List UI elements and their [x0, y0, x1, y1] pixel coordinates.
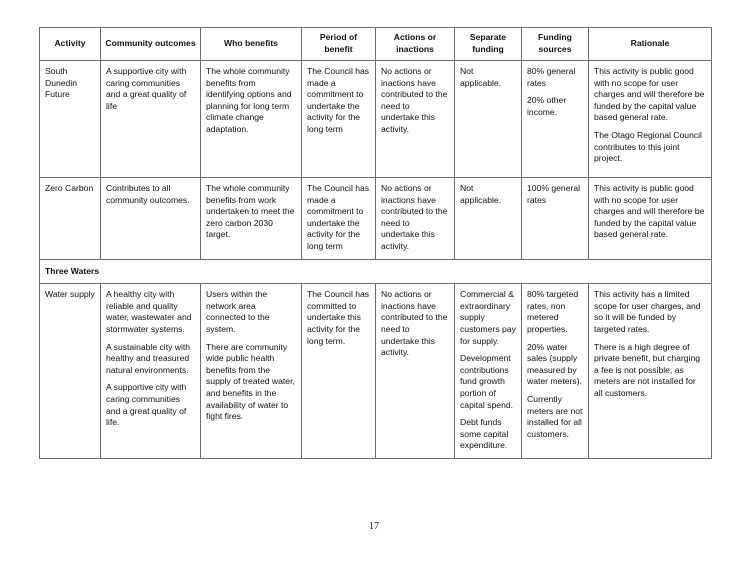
- cell-community-outcomes: A healthy city with reliable and quality water, wastewater and stormwater systems. A sustainable city with healthy and treasured natural environments. A supportive city with caring communities and a great quality of life.: [101, 284, 201, 459]
- header-period-of-benefit: Period of benefit: [302, 28, 376, 61]
- cell-actions-or-inactions: No actions or inactions have contributed to the need to undertake this activity.: [376, 178, 455, 260]
- cell-actions-or-inactions: No actions or inactions have contributed to the need to undertake this activity.: [376, 284, 455, 459]
- header-rationale: Rationale: [589, 28, 712, 61]
- cell-funding-sources: 80% targeted rates, non metered properties. 20% water sales (supply measured by water meters). Currently meters are not installed for all customers.: [522, 284, 589, 459]
- cell-period-of-benefit: The Council has made a commitment to undertake the activity for the long term: [302, 178, 376, 260]
- section-header-row: [40, 259, 712, 284]
- table-row: [40, 284, 712, 459]
- cell-funding-sources: 80% general rates 20% other income.: [522, 61, 589, 178]
- table-row: [40, 61, 712, 178]
- cell-separate-funding: Not applicable.: [455, 61, 522, 178]
- cell-rationale: This activity is public good with no scope for user charges and will therefore be funded by the capital value based general rate.: [589, 178, 712, 260]
- cell-activity: Water supply: [40, 284, 101, 459]
- cell-community-outcomes: Contributes to all community outcomes.: [101, 178, 201, 260]
- cell-separate-funding: Not applicable.: [455, 178, 522, 260]
- cell-separate-funding: Commercial & extraordinary supply customers pay for supply. Development contributions fund growth portion of capital spend. Debt funds some capital expenditure.: [455, 284, 522, 459]
- cell-actions-or-inactions: No actions or inactions have contributed to the need to undertake this activity.: [376, 61, 455, 178]
- table-row: [40, 178, 712, 260]
- cell-funding-sources: 100% general rates: [522, 178, 589, 260]
- header-community-outcomes: Community outcomes: [101, 28, 201, 61]
- header-activity: Activity: [40, 28, 101, 61]
- cell-rationale: This activity has a limited scope for user charges, and so it will be funded by targeted rates. There is a high degree of private benefit, but charging a fee is not possible, as meters are not installed for all customers.: [589, 284, 712, 459]
- cell-period-of-benefit: The Council has made a commitment to undertake the activity for the long term: [302, 61, 376, 178]
- header-who-benefits: Who benefits: [201, 28, 302, 61]
- cell-who-benefits: The whole community benefits from work undertaken to meet the zero carbon 2030 target.: [201, 178, 302, 260]
- cell-activity: Zero Carbon: [40, 178, 101, 260]
- header-actions-or-inactions: Actions or inactions: [376, 28, 455, 61]
- header-separate-funding: Separate funding: [455, 28, 522, 61]
- cell-rationale: This activity is public good with no scope for user charges and will therefore be funded by the capital value based general rate. The Otago Regional Council contributes to this joint project.: [589, 61, 712, 178]
- page-number: 17: [369, 521, 379, 532]
- cell-period-of-benefit: The Council has committed to undertake this activity for the long term.: [302, 284, 376, 459]
- cell-community-outcomes: A supportive city with caring communities and a great quality of life: [101, 61, 201, 178]
- section-title: Three Waters: [40, 259, 712, 284]
- cell-activity: South Dunedin Future: [40, 61, 101, 178]
- header-funding-sources: Funding sources: [522, 28, 589, 61]
- funding-policy-table: [39, 27, 712, 459]
- table-header-row: [40, 28, 712, 61]
- cell-who-benefits: The whole community benefits from identifying options and planning for long term climate change adaptation.: [201, 61, 302, 178]
- cell-who-benefits: Users within the network area connected to the system. There are community wide public health benefits from the supply of treated water, and benefits in the availability of water to fight fires.: [201, 284, 302, 459]
